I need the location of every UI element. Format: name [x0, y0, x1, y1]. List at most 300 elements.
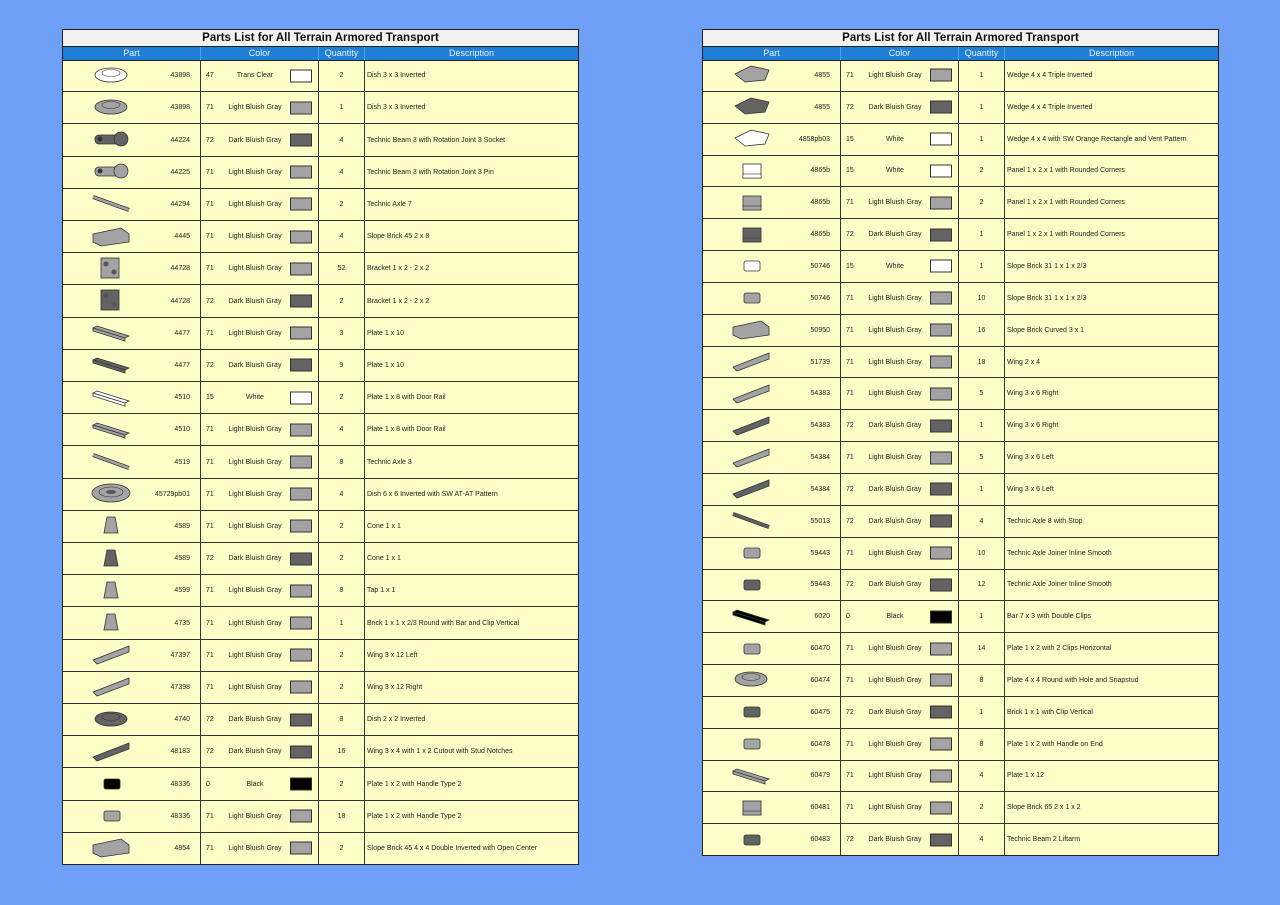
quantity-cell — [959, 824, 1005, 855]
color-cell — [201, 607, 319, 638]
part-number: 54384 — [810, 454, 830, 462]
color-swatch — [290, 617, 312, 630]
description-cell — [365, 414, 578, 445]
color-swatch — [930, 578, 952, 591]
table-row — [63, 189, 578, 221]
description-text: Wedge 4 x 4 Triple Inverted — [1007, 71, 1093, 79]
color-swatch — [290, 230, 312, 243]
part-number: 50746 — [810, 294, 830, 302]
description-cell — [365, 446, 578, 477]
color-id: 71 — [846, 199, 854, 207]
color-swatch — [290, 295, 312, 308]
small-part-icon — [731, 285, 771, 311]
part-cell — [63, 704, 201, 735]
part-cell — [63, 350, 201, 381]
description-text: Plate 1 x 2 with 2 Clips Horizontal — [1007, 645, 1112, 653]
quantity-cell — [959, 378, 1005, 409]
description-cell — [365, 60, 578, 91]
color-cell — [841, 124, 959, 155]
part-cell — [63, 543, 201, 574]
part-number: 50950 — [810, 326, 830, 334]
color-swatch — [930, 356, 952, 369]
color-id: 71 — [206, 812, 214, 820]
axle-part-icon — [731, 508, 771, 534]
color-swatch — [930, 419, 952, 432]
color-id: 71 — [846, 358, 854, 366]
header-color: Color — [841, 47, 959, 60]
part-number: 4865b — [810, 167, 830, 175]
description-cell — [365, 350, 578, 381]
quantity-cell — [959, 792, 1005, 823]
dish-part-icon — [91, 707, 131, 733]
part-number: 60474 — [810, 676, 830, 684]
part-cell — [703, 60, 841, 91]
color-id: 72 — [846, 485, 854, 493]
color-name: Light Bluish Gray — [228, 329, 282, 337]
color-id: 71 — [206, 329, 214, 337]
description-cell — [1005, 124, 1218, 155]
color-name: Light Bluish Gray — [228, 168, 282, 176]
color-name: White — [886, 135, 904, 143]
description-text: Tap 1 x 1 — [367, 587, 396, 595]
part-cell — [63, 60, 201, 91]
axle-part-icon — [91, 449, 131, 475]
table-row — [63, 124, 578, 156]
quantity-cell — [319, 60, 365, 91]
description-text: Technic Beam 3 with Rotation Joint 3 Socket — [367, 136, 506, 144]
part-cell — [63, 801, 201, 832]
description-text: Dish 6 x 6 Inverted with SW AT-AT Pattern — [367, 490, 498, 498]
description-text: Panel 1 x 2 x 1 with Rounded Corners — [1007, 231, 1125, 239]
quantity-cell — [319, 221, 365, 252]
color-id: 71 — [846, 294, 854, 302]
part-cell — [703, 792, 841, 823]
color-cell — [841, 601, 959, 632]
color-cell — [841, 378, 959, 409]
color-id: 71 — [206, 200, 214, 208]
color-id: 71 — [846, 676, 854, 684]
color-id: 72 — [206, 748, 214, 756]
color-name: Black — [246, 780, 264, 788]
color-name: Dark Bluish Gray — [868, 422, 922, 430]
color-cell — [201, 511, 319, 542]
table-row — [703, 538, 1218, 570]
part-cell — [703, 187, 841, 218]
color-name: Light Bluish Gray — [228, 812, 282, 820]
quantity-value: 1 — [979, 613, 984, 621]
part-number: 55013 — [810, 517, 830, 525]
color-id: 72 — [846, 103, 854, 111]
small-part-icon — [731, 731, 771, 757]
description-text: Slope Brick 45 4 x 4 Double Inverted with Open Center — [367, 844, 538, 852]
color-id: 72 — [206, 555, 214, 563]
table-row — [63, 350, 578, 382]
panel-title: Parts List for All Terrain Armored Transport — [63, 30, 578, 47]
slope-part-icon — [91, 224, 131, 250]
table-row — [703, 601, 1218, 633]
quantity-cell — [959, 251, 1005, 282]
description-cell — [365, 189, 578, 220]
wing-part-icon — [731, 349, 771, 375]
quantity-cell — [959, 538, 1005, 569]
quantity-value: 1 — [979, 422, 984, 430]
color-name: Dark Bluish Gray — [868, 836, 922, 844]
color-id: 72 — [846, 231, 854, 239]
part-number: 4599 — [174, 587, 190, 595]
color-id: 72 — [846, 581, 854, 589]
color-cell — [841, 761, 959, 792]
description-cell — [1005, 474, 1218, 505]
quantity-value: 12 — [977, 581, 986, 589]
color-cell — [841, 442, 959, 473]
part-cell — [63, 672, 201, 703]
table-row — [63, 285, 578, 317]
wedge-part-icon — [731, 62, 771, 88]
color-cell — [201, 640, 319, 671]
description-text: Technic Beam 3 with Rotation Joint 3 Pin — [367, 168, 494, 176]
quantity-cell — [959, 60, 1005, 91]
quantity-value: 1 — [979, 708, 984, 716]
color-name: Light Bluish Gray — [228, 587, 282, 595]
quantity-value: 2 — [979, 804, 984, 812]
part-number: 51739 — [810, 358, 830, 366]
part-number: 59443 — [810, 549, 830, 557]
description-text: Wedge 4 x 4 with SW Orange Rectangle and Vent Pattern — [1007, 135, 1187, 143]
color-cell — [841, 506, 959, 537]
quantity-value: 9 — [339, 361, 344, 369]
table-row — [703, 761, 1218, 793]
description-text: Panel 1 x 2 x 1 with Rounded Corners — [1007, 167, 1125, 175]
color-id: 71 — [846, 549, 854, 557]
color-swatch — [290, 423, 312, 436]
description-text: Slope Brick Curved 3 x 1 — [1007, 326, 1085, 334]
beam-part-icon — [91, 159, 131, 185]
color-swatch — [930, 706, 952, 719]
parts-table-body — [703, 60, 1218, 855]
color-id: 71 — [206, 619, 214, 627]
color-swatch — [290, 713, 312, 726]
panel-part-icon — [731, 158, 771, 184]
color-name: Light Bluish Gray — [868, 294, 922, 302]
color-id: 71 — [846, 454, 854, 462]
color-swatch — [930, 547, 952, 560]
part-cell — [703, 824, 841, 855]
color-name: Light Bluish Gray — [228, 490, 282, 498]
part-cell — [63, 479, 201, 510]
description-cell — [1005, 792, 1218, 823]
description-text: Slope Brick 45 2 x 8 — [367, 233, 430, 241]
cone-part-icon — [91, 610, 131, 636]
color-swatch — [930, 833, 952, 846]
description-cell — [1005, 60, 1218, 91]
color-cell — [201, 479, 319, 510]
quantity-value: 18 — [977, 358, 986, 366]
part-number: 4477 — [174, 361, 190, 369]
description-text: Bracket 1 x 2 - 2 x 2 — [367, 265, 430, 273]
quantity-cell — [959, 156, 1005, 187]
table-row — [703, 347, 1218, 379]
color-swatch — [930, 451, 952, 464]
part-number: 4855 — [814, 103, 830, 111]
quantity-cell — [959, 283, 1005, 314]
part-cell — [703, 601, 841, 632]
color-name: Trans Clear — [236, 72, 274, 80]
part-number: 4510 — [174, 426, 190, 434]
wing-part-icon — [91, 739, 131, 765]
color-name: Light Bluish Gray — [228, 233, 282, 241]
part-number: 60483 — [810, 836, 830, 844]
quantity-value: 2 — [339, 200, 344, 208]
color-swatch — [930, 292, 952, 305]
table-row — [703, 315, 1218, 347]
part-cell — [703, 410, 841, 441]
quantity-value: 5 — [979, 454, 984, 462]
table-row — [63, 221, 578, 253]
color-cell — [841, 315, 959, 346]
description-cell — [365, 221, 578, 252]
description-text: Wing 3 x 4 with 1 x 2 Cutout with Stud Notches — [367, 748, 513, 756]
description-text: Plate 4 x 4 Round with Hole and Snapstud — [1007, 676, 1139, 684]
part-number: 60475 — [810, 708, 830, 716]
table-row — [63, 157, 578, 189]
quantity-cell — [319, 350, 365, 381]
color-swatch — [930, 69, 952, 82]
color-name: Light Bluish Gray — [228, 200, 282, 208]
part-cell — [703, 570, 841, 601]
color-cell — [201, 543, 319, 574]
color-cell — [841, 347, 959, 378]
panel-part-icon — [731, 222, 771, 248]
description-cell — [365, 768, 578, 799]
panel-part-icon — [731, 190, 771, 216]
description-cell — [365, 285, 578, 316]
table-row — [63, 672, 578, 704]
part-number: 54383 — [810, 422, 830, 430]
description-cell — [1005, 378, 1218, 409]
part-cell — [63, 189, 201, 220]
description-text: Wing 3 x 6 Left — [1007, 454, 1054, 462]
description-cell — [1005, 601, 1218, 632]
quantity-cell — [959, 124, 1005, 155]
quantity-cell — [959, 761, 1005, 792]
color-cell — [201, 414, 319, 445]
part-cell — [63, 318, 201, 349]
description-cell — [365, 543, 578, 574]
color-name: Light Bluish Gray — [228, 265, 282, 273]
color-swatch — [930, 260, 952, 273]
quantity-cell — [319, 382, 365, 413]
quantity-value: 4 — [339, 168, 344, 176]
quantity-cell — [959, 665, 1005, 696]
color-cell — [201, 350, 319, 381]
part-number: 44294 — [170, 200, 190, 208]
table-row — [63, 446, 578, 478]
color-name: Light Bluish Gray — [868, 645, 922, 653]
color-id: 72 — [846, 708, 854, 716]
color-name: Light Bluish Gray — [868, 358, 922, 366]
color-id: 71 — [846, 390, 854, 398]
plate-part-icon — [91, 320, 131, 346]
color-id: 0 — [846, 613, 850, 621]
quantity-value: 2 — [979, 199, 984, 207]
quantity-value: 1 — [339, 619, 344, 627]
quantity-value: 2 — [339, 780, 344, 788]
color-swatch — [930, 387, 952, 400]
description-text: Technic Beam 2 Liftarm — [1007, 836, 1081, 844]
part-cell — [703, 442, 841, 473]
quantity-value: 16 — [337, 748, 346, 756]
color-id: 71 — [846, 740, 854, 748]
color-id: 71 — [206, 233, 214, 241]
quantity-cell — [959, 410, 1005, 441]
quantity-value: 4 — [979, 517, 984, 525]
slope-part-icon — [91, 835, 131, 861]
cone-part-icon — [91, 578, 131, 604]
quantity-cell — [319, 414, 365, 445]
description-text: Cone 1 x 1 — [367, 522, 401, 530]
color-name: Dark Bluish Gray — [868, 231, 922, 239]
header-quantity: Quantity — [319, 47, 365, 60]
color-cell — [201, 60, 319, 91]
part-number: 45729pb01 — [154, 490, 190, 498]
color-swatch — [930, 164, 952, 177]
color-name: Dark Bluish Gray — [228, 748, 282, 756]
table-row — [63, 833, 578, 864]
description-text: Brick 1 x 1 with Clip Vertical — [1007, 708, 1093, 716]
table-row — [63, 543, 578, 575]
quantity-value: 52 — [337, 265, 346, 273]
color-name: Dark Bluish Gray — [868, 517, 922, 525]
table-header — [63, 47, 578, 61]
description-text: Technic Axle Joiner Inline Smooth — [1007, 581, 1112, 589]
color-cell — [201, 736, 319, 767]
color-swatch — [290, 198, 312, 211]
quantity-value: 1 — [979, 71, 984, 79]
color-cell — [201, 318, 319, 349]
color-id: 71 — [206, 683, 214, 691]
part-number: 4477 — [174, 329, 190, 337]
description-cell — [1005, 156, 1218, 187]
table-row — [703, 187, 1218, 219]
panel-title: Parts List for All Terrain Armored Transport — [703, 30, 1218, 47]
color-swatch — [290, 842, 312, 855]
description-text: Plate 1 x 10 — [367, 329, 404, 337]
description-cell — [1005, 283, 1218, 314]
header-part: Part — [63, 47, 201, 60]
table-row — [703, 378, 1218, 410]
description-text: Cone 1 x 1 — [367, 555, 401, 563]
color-cell — [201, 253, 319, 284]
description-cell — [1005, 824, 1218, 855]
quantity-value: 4 — [339, 490, 344, 498]
description-cell — [365, 640, 578, 671]
color-id: 72 — [846, 836, 854, 844]
part-cell — [703, 347, 841, 378]
quantity-value: 8 — [339, 458, 344, 466]
color-cell — [201, 285, 319, 316]
description-text: Plate 1 x 12 — [1007, 772, 1044, 780]
color-name: White — [886, 167, 904, 175]
color-cell — [201, 672, 319, 703]
color-cell — [201, 92, 319, 123]
quantity-value: 10 — [977, 549, 986, 557]
color-cell — [201, 382, 319, 413]
color-name: Dark Bluish Gray — [228, 297, 282, 305]
color-name: White — [886, 262, 904, 270]
quantity-value: 1 — [979, 262, 984, 270]
part-number: 44728 — [170, 265, 190, 273]
description-text: Dish 3 x 3 Inverted — [367, 72, 426, 80]
part-cell — [703, 92, 841, 123]
description-cell — [1005, 506, 1218, 537]
color-name: Light Bluish Gray — [868, 740, 922, 748]
color-swatch — [930, 101, 952, 114]
part-cell — [63, 640, 201, 671]
quantity-value: 2 — [339, 844, 344, 852]
bracket-part-icon — [91, 256, 131, 282]
color-cell — [201, 801, 319, 832]
color-id: 0 — [206, 780, 210, 788]
quantity-cell — [319, 479, 365, 510]
color-name: Light Bluish Gray — [228, 619, 282, 627]
quantity-cell — [319, 318, 365, 349]
dish-part-icon — [731, 667, 771, 693]
description-cell — [365, 672, 578, 703]
color-id: 72 — [846, 422, 854, 430]
part-cell — [703, 251, 841, 282]
color-id: 71 — [206, 490, 214, 498]
quantity-cell — [959, 187, 1005, 218]
color-cell — [201, 575, 319, 606]
quantity-value: 16 — [977, 326, 986, 334]
quantity-cell — [959, 697, 1005, 728]
part-cell — [63, 253, 201, 284]
color-cell — [841, 665, 959, 696]
part-number: 50746 — [810, 262, 830, 270]
color-id: 47 — [206, 72, 214, 80]
description-cell — [365, 607, 578, 638]
color-swatch — [290, 488, 312, 501]
color-swatch — [290, 810, 312, 823]
part-number: 54383 — [810, 390, 830, 398]
description-text: Dish 3 x 3 Inverted — [367, 104, 426, 112]
table-row — [703, 665, 1218, 697]
part-cell — [703, 633, 841, 664]
part-cell — [63, 511, 201, 542]
quantity-cell — [959, 347, 1005, 378]
description-cell — [365, 92, 578, 123]
small-part-icon — [91, 771, 131, 797]
description-cell — [365, 157, 578, 188]
quantity-value: 2 — [339, 72, 344, 80]
table-row — [703, 824, 1218, 855]
part-cell — [703, 761, 841, 792]
description-text: Wing 3 x 6 Left — [1007, 485, 1054, 493]
color-name: Dark Bluish Gray — [228, 136, 282, 144]
color-swatch — [930, 228, 952, 241]
quantity-value: 8 — [339, 716, 344, 724]
table-row — [703, 506, 1218, 538]
table-row — [63, 60, 578, 92]
part-cell — [63, 92, 201, 123]
description-text: Slope Brick 31 1 x 1 x 2/3 — [1007, 294, 1087, 302]
description-cell — [1005, 187, 1218, 218]
color-name: Dark Bluish Gray — [228, 361, 282, 369]
description-cell — [1005, 92, 1218, 123]
table-row — [703, 474, 1218, 506]
part-cell — [703, 124, 841, 155]
table-row — [63, 92, 578, 124]
